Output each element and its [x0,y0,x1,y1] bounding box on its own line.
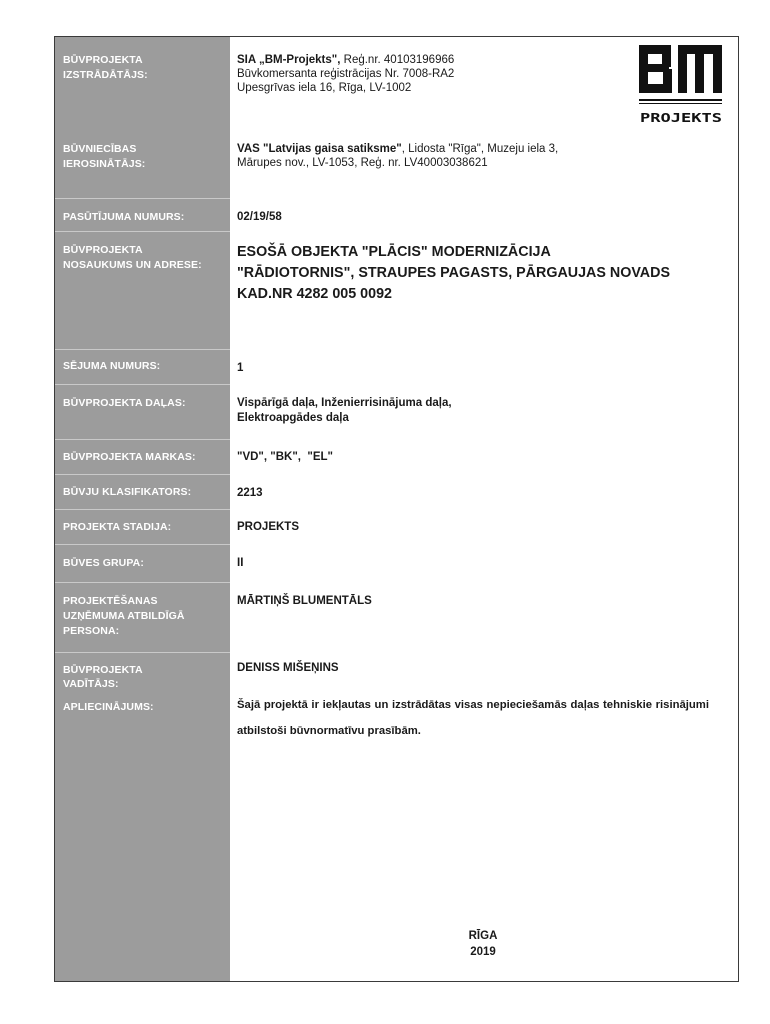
initiator-label-line2: IEROSINĀTĀJS: [63,157,146,170]
order-label: PASŪTĪJUMA NUMURS: [63,211,185,223]
row-separator [55,544,230,545]
bm-projekts-logo-icon [638,43,724,125]
stage-label: PROJEKTA STADIJA: [63,521,172,533]
volume-label: SĒJUMA NUMURS: [63,360,161,372]
responsible-label-line1: PROJEKTĒŠANAS [63,595,158,607]
certification-text: Šajā projektā ir iekļautas un izstrādātas visas nepieciešamās daļas tehniskie risinājumi atbilstoši būvnormatīvu prasībām. [237,699,709,737]
initiator-address: , Lidosta "Rīga", Muzeju iela 3, [401,143,559,155]
developer-label-line1: BŪVPROJEKTA [63,54,143,66]
project-title-line3: KAD.NR 4282 005 0092 [237,286,392,302]
initiator-value [237,142,558,170]
classifier-value: 2213 [237,487,263,499]
project-title [237,242,670,305]
order-value: 02/19/58 [237,211,282,223]
row-separator [55,439,230,440]
group-label: BŪVES GRUPA: [63,557,144,569]
manager-label [63,664,225,691]
initiator-company: VAS "Latvijas gaisa satiksme" [237,143,402,155]
initiator-label-line1: BŪVNIECĪBAS [63,143,137,155]
project-title-label-line2: NOSAUKUMS UN ADRESE: [63,258,202,271]
marks-value: "VD", "BK", "EL" [237,451,333,463]
certification-label: APLIECINĀJUMS: [63,701,154,713]
parts-line1: Vispārīgā daļa, Inženierrisinājuma daļa, [237,397,452,409]
developer-address: Upesgrīvas iela 16, Rīga, LV-1002 [237,82,412,94]
row-separator [55,652,230,653]
footer-year: 2019 [470,946,496,958]
manager-label-line2: VADĪTĀJS: [63,677,119,690]
row-separator [55,349,230,350]
project-title-label-line1: BŪVPROJEKTA [63,244,143,256]
developer-license: Būvkomersanta reģistrācijas Nr. 7008-RA2 [237,68,455,80]
responsible-label-line3: PERSONA: [63,625,120,637]
classifier-label: BŪVJU KLASIFIKATORS: [63,486,192,498]
manager-label-line1: BŪVPROJEKTA [63,664,143,676]
parts-value [237,396,452,426]
developer-value [237,53,454,95]
responsible-label [63,594,225,639]
volume-value: 1 [237,362,244,374]
manager-value: DENISS MIŠEŅINS [237,662,339,674]
footer-city: RĪGA [468,930,498,942]
developer-company: SIA „BM-Projekts", [237,54,341,66]
row-separator [55,582,230,583]
stage-value: PROJEKTS [237,521,299,533]
logo-subtext: PROJEKTS [640,110,722,125]
row-separator [55,198,230,199]
developer-label-line2: IZSTRĀDĀTĀJS: [63,68,148,81]
row-separator [55,509,230,510]
project-title-label [63,243,225,272]
parts-label: BŪVPROJEKTA DAĻAS: [63,397,186,409]
marks-label: BŪVPROJEKTA MARKAS: [63,451,196,463]
developer-label [63,53,225,82]
initiator-label [63,142,225,171]
project-title-line2: "RĀDIOTORNIS", STRAUPES PAGASTS, PĀRGAUJAS NOVADS [237,265,670,281]
responsible-value: MĀRTIŅŠ BLUMENTĀLS [237,595,372,607]
project-title-line1: ESOŠĀ OBJEKTA "PLĀCIS" MODERNIZĀCIJA [237,244,551,260]
initiator-reg: Mārupes nov., LV-1053, Reģ. nr. LV40003038621 [237,157,488,169]
row-separator [55,231,230,232]
group-value: II [237,557,244,569]
row-separator [55,384,230,385]
row-separator [55,474,230,475]
parts-line2: Elektroapgādes daļa [237,412,349,424]
developer-reg: Reģ.nr. 40103196966 [340,54,455,66]
responsible-label-line2: UZŅĒMUMA ATBILDĪGĀ [63,610,185,622]
